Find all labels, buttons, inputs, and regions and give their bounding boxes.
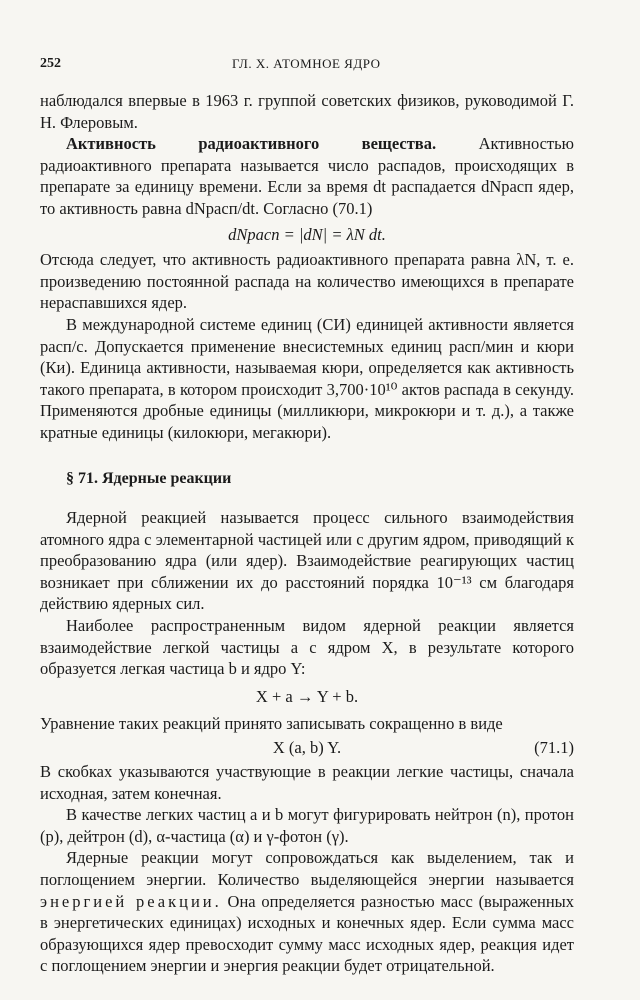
paragraph-activity-text: Активностью радиоактивного препарата называется число распадов, происходящих в препарате за единицу времени. Если за время dt распадается dNрасп ядер, то активность равна dNрасп/dt. Согласно (70.1) [40,134,574,218]
equation-number: (71.1) [534,738,574,758]
paragraph-1: наблюдался впервые в 1963 г. группой советских физиков, руководимой Г. Н. Флеровым. [40,91,574,132]
reaction-energy-term: энергией реакции. [40,891,222,911]
page-header [40,56,574,76]
reaction-energy-text-after: Она определяется разностью масс (выраженных в энергетических единицах) исходных и конечных ядер. Если сумма масс образующихся ядер превосходит сумму масс исходных ядер, реакция идет с поглощением энергии и энергия реакции будет отрицательной. [40,891,575,976]
equation-body: X (a, b) Y. [272,738,342,758]
paragraph-si-units: В международной системе единиц (СИ) единицей активности является расп/с. Допускается применение внесистемных единиц расп/мин и кюри (Ки). Единица активности, называемая кюри, определяется как активность такого препарата, в котором происходит 3,700·10¹⁰ актов распада в секунду. Применяются дробные единицы (милликюри, микрокюри и т. д.), а также кратные единицы (килокюри, мегакюри). [40,314,574,442]
paragraph-light-particles: В качестве легких частиц a и b могут фигурировать нейтрон (n), протон (p), дейтрон (d), α-частица (α) и γ-фотон (γ). [40,805,574,846]
section-heading: § 71. Ядерные реакции [66,469,232,487]
formula-reaction: X + a → Y + b. [255,686,359,706]
paragraph-nuclear-reaction-definition: Ядерной реакцией называется процесс сильного взаимодействия атомного ядра с элементарной частицей или с другим ядром, приводящий к преобразованию ядра (или ядер). Взаимодействие реагирующих частиц возникает при сближении их до расстояний порядка 10⁻¹³ см благодаря действию ядерных сил. [40,508,574,614]
paragraph-notation: Уравнение таких реакций принято записывать сокращенно в виде [40,714,503,734]
reaction-energy-text-before: Ядерные реакции могут сопровождаться как выделением, так и поглощением энергии. Количество выделяющейся энергии называется [40,848,574,889]
paragraph-brackets: В скобках указываются участвующие в реакции легкие частицы, сначала исходная, затем конечная. [40,762,574,803]
run-in-heading: Активность радиоактивного вещества. [66,134,437,154]
paragraph-reaction-energy [40,847,574,977]
paragraph-activity [40,133,574,219]
body-text [40,90,574,977]
page-number: 252 [40,56,61,71]
paragraph-reaction-type: Наиболее распространенным видом ядерной реакции является взаимодействие легкой частицы a с ядром X, в результате которого образуется легкая частица b и ядро Y: [40,616,574,679]
running-head: ГЛ. X. АТОМНОЕ ЯДРО [232,56,381,71]
formula-activity: dNрасп = |dN| = λN dt. [228,224,386,244]
paragraph-3: Отсюда следует, что активность радиоактивного препарата равна λN, т. е. произведению постоянной распада на количество имеющихся в препарате нераспавшихся ядер. [40,250,574,313]
equation-71-1 [40,737,574,759]
